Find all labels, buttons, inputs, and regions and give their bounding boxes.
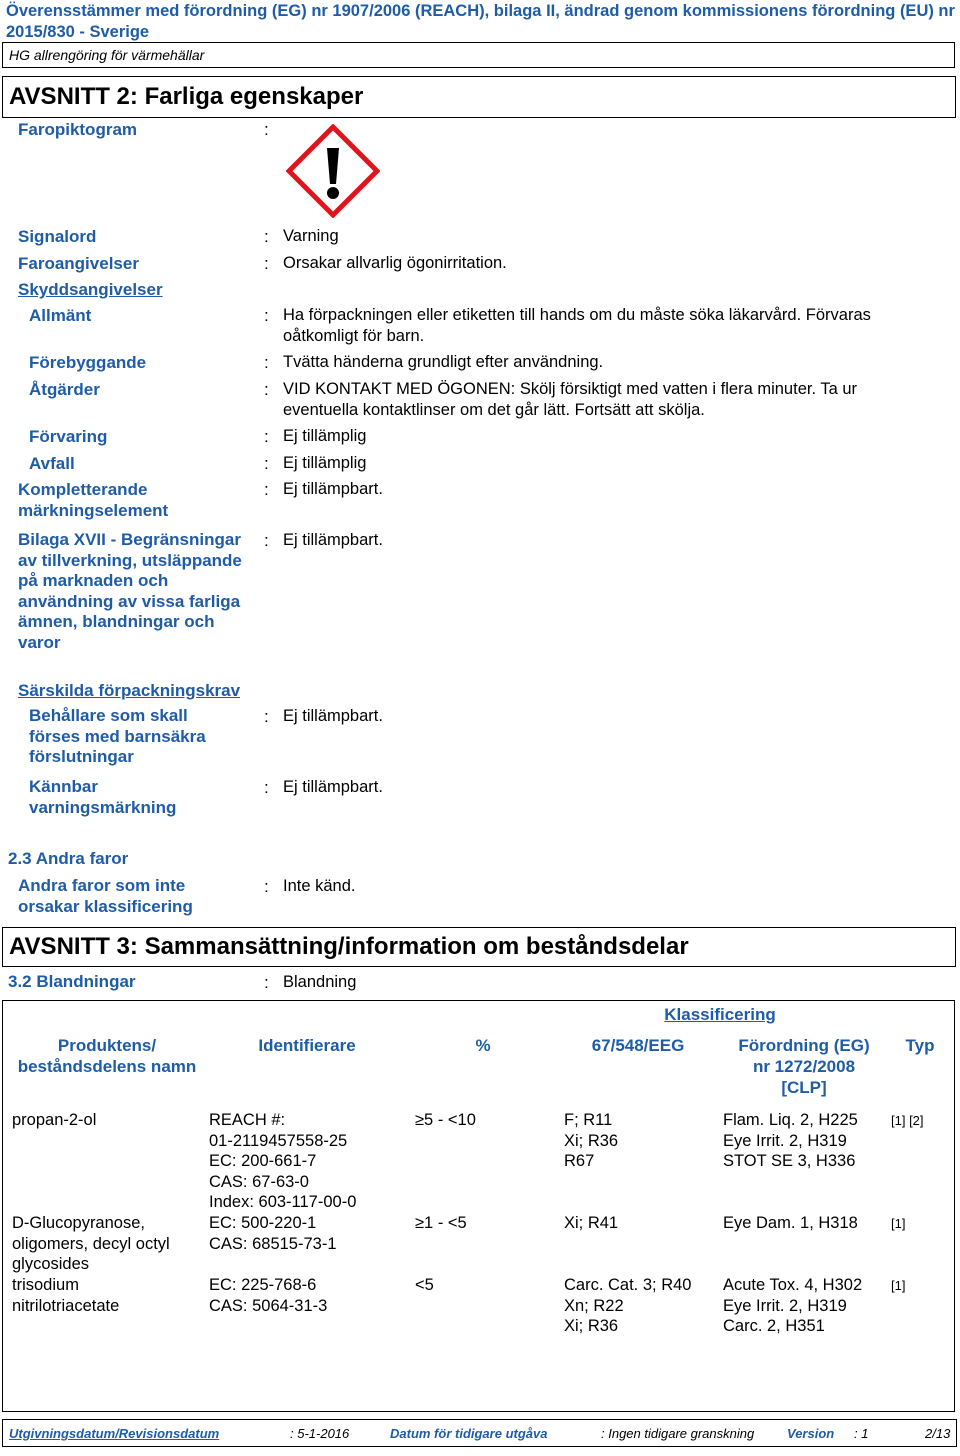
colon: : (264, 353, 269, 372)
behallare-label: Behållare som skall förses med barnsäkra förslutningar (29, 706, 206, 767)
colon: : (264, 120, 269, 139)
forvaring-label: Förvaring (29, 427, 108, 446)
colon: : (264, 454, 269, 473)
skyddsangivelser-label: Skyddsangivelser (18, 280, 163, 299)
table-cell-clp: Acute Tox. 4, H302 Eye Irrit. 2, H319 Carc. 2, H351 (723, 1276, 863, 1336)
faroangivelser-label: Faroangivelser (18, 254, 139, 273)
exclamation-mark-diamond-icon (286, 124, 380, 218)
forvaring-value: Ej tillämplig (283, 427, 367, 445)
table-cell-percent: ≥5 - <10 (415, 1111, 476, 1129)
col-header-identifier: Identifierare (258, 1036, 356, 1055)
col-header-eeg: 67/548/EEG (591, 1036, 685, 1055)
footer-date-value: : 5-1-2016 (290, 1426, 350, 1441)
table-cell-identifier: REACH #: 01-2119457558-25 EC: 200-661-7 CAS: 67-63-0 Index: 603-117-00-0 (209, 1111, 357, 1212)
table-cell-name: trisodium nitrilotriacetate (12, 1276, 120, 1315)
blandningar-value: Blandning (283, 973, 357, 991)
table-cell-typ: [1] [2] (891, 1113, 924, 1128)
product-name-bar (2, 42, 955, 68)
table-cell-percent: ≥1 - <5 (415, 1214, 467, 1232)
colon: : (264, 254, 269, 273)
bilaga-xvii-label: Bilaga XVII - Begränsningar av tillverkning, utsläppande på marknaden och användning av vissa farliga ämnen, blandningar och varor (18, 530, 242, 652)
colon: : (264, 877, 269, 896)
footer-page-number: 2/13 (925, 1426, 951, 1441)
allmant-value: Ha förpackningen eller etiketten till hands om du måste söka läkarvård. Förvaras oåtkomligt för barn. (283, 306, 871, 345)
colon: : (264, 380, 269, 399)
kompletterande-value: Ej tillämpbart. (283, 480, 383, 498)
faroangivelser-value: Orsakar allvarlig ögonirritation. (283, 254, 507, 272)
forebyggande-value: Tvätta händerna grundligt efter användning. (283, 353, 604, 371)
table-cell-typ: [1] (891, 1278, 906, 1293)
atgarder-label: Åtgärder (29, 380, 100, 399)
footer-prev-value: : Ingen tidigare granskning (601, 1426, 755, 1441)
pictogram-label: Faropiktogram (18, 120, 138, 139)
colon: : (264, 306, 269, 325)
sarskilda-forpackningskrav-label: Särskilda förpackningskrav (18, 681, 241, 700)
col-header-percent: % (475, 1036, 491, 1055)
footer-version-label: Version (787, 1426, 835, 1441)
behallare-value: Ej tillämpbart. (283, 707, 383, 725)
colon: : (264, 707, 269, 726)
product-name: HG allrengöring för värmehällar (9, 47, 205, 63)
atgarder-value: VID KONTAKT MED ÖGONEN: Skölj försiktigt med vatten i flera minuter. Ta ur eventuella kontaktlinser om det går lätt. Fortsätt att skölja. (283, 380, 858, 419)
document-header-title: Överensstämmer med förordning (EG) nr 1907/2006 (REACH), bilaga II, ändrad genom kommissionens förordning (EU) nr 2015/830 - Sverige (6, 2, 955, 41)
klassificering-header: Klassificering (664, 1005, 776, 1024)
forebyggande-label: Förebyggande (29, 353, 147, 372)
table-cell-eeg: Carc. Cat. 3; R40 Xn; R22 Xi; R36 (564, 1276, 692, 1336)
bilaga-xvii-value: Ej tillämpbart. (283, 531, 383, 549)
avfall-value: Ej tillämplig (283, 454, 367, 472)
colon: : (264, 531, 269, 550)
table-cell-clp: Eye Dam. 1, H318 (723, 1214, 858, 1232)
colon: : (264, 227, 269, 246)
table-cell-name: propan-2-ol (12, 1111, 97, 1129)
table-cell-identifier: EC: 500-220-1 CAS: 68515-73-1 (209, 1214, 337, 1253)
section-2-title: AVSNITT 2: Farliga egenskaper (2, 76, 956, 118)
subsection-2-3-title: 2.3 Andra faror (8, 849, 129, 868)
table-cell-name: D-Glucopyranose, oligomers, decyl octyl glycosides (12, 1214, 170, 1274)
avfall-label: Avfall (29, 454, 75, 473)
signalord-value: Varning (283, 227, 339, 245)
kannbar-label: Kännbar varningsmärkning (29, 777, 177, 817)
colon: : (264, 778, 269, 797)
table-cell-eeg: Xi; R41 (564, 1214, 619, 1232)
colon: : (264, 480, 269, 499)
allmant-label: Allmänt (29, 306, 92, 325)
colon: : (264, 427, 269, 446)
col-header-name: Produktens/ beståndsdelens namn (17, 1036, 197, 1076)
footer-version-value: : 1 (854, 1426, 869, 1441)
col-header-typ: Typ (905, 1036, 935, 1055)
signalord-label: Signalord (18, 227, 97, 246)
table-cell-typ: [1] (891, 1216, 906, 1231)
table-cell-percent: <5 (415, 1276, 434, 1294)
col-header-clp: Förordning (EG) nr 1272/2008 [CLP] (738, 1036, 870, 1097)
table-cell-clp: Flam. Liq. 2, H225 Eye Irrit. 2, H319 STOT SE 3, H336 (723, 1111, 858, 1171)
andra-faror-value: Inte känd. (283, 877, 356, 895)
colon: : (264, 973, 269, 992)
footer-prev-label: Datum för tidigare utgåva (390, 1426, 548, 1441)
kannbar-value: Ej tillämpbart. (283, 778, 383, 796)
andra-faror-label: Andra faror som inte orsakar klassificering (18, 876, 193, 916)
document-footer (2, 1419, 957, 1447)
subsection-3-2-title: 3.2 Blandningar (8, 972, 136, 991)
table-cell-eeg: F; R11 Xi; R36 R67 (564, 1111, 619, 1171)
section-3-title: AVSNITT 3: Sammansättning/information om beståndsdelar (2, 927, 956, 967)
footer-date-label: Utgivningsdatum/Revisionsdatum (9, 1426, 220, 1441)
kompletterande-label: Kompletterande märkningselement (18, 480, 169, 520)
table-cell-identifier: EC: 225-768-6 CAS: 5064-31-3 (209, 1276, 328, 1315)
